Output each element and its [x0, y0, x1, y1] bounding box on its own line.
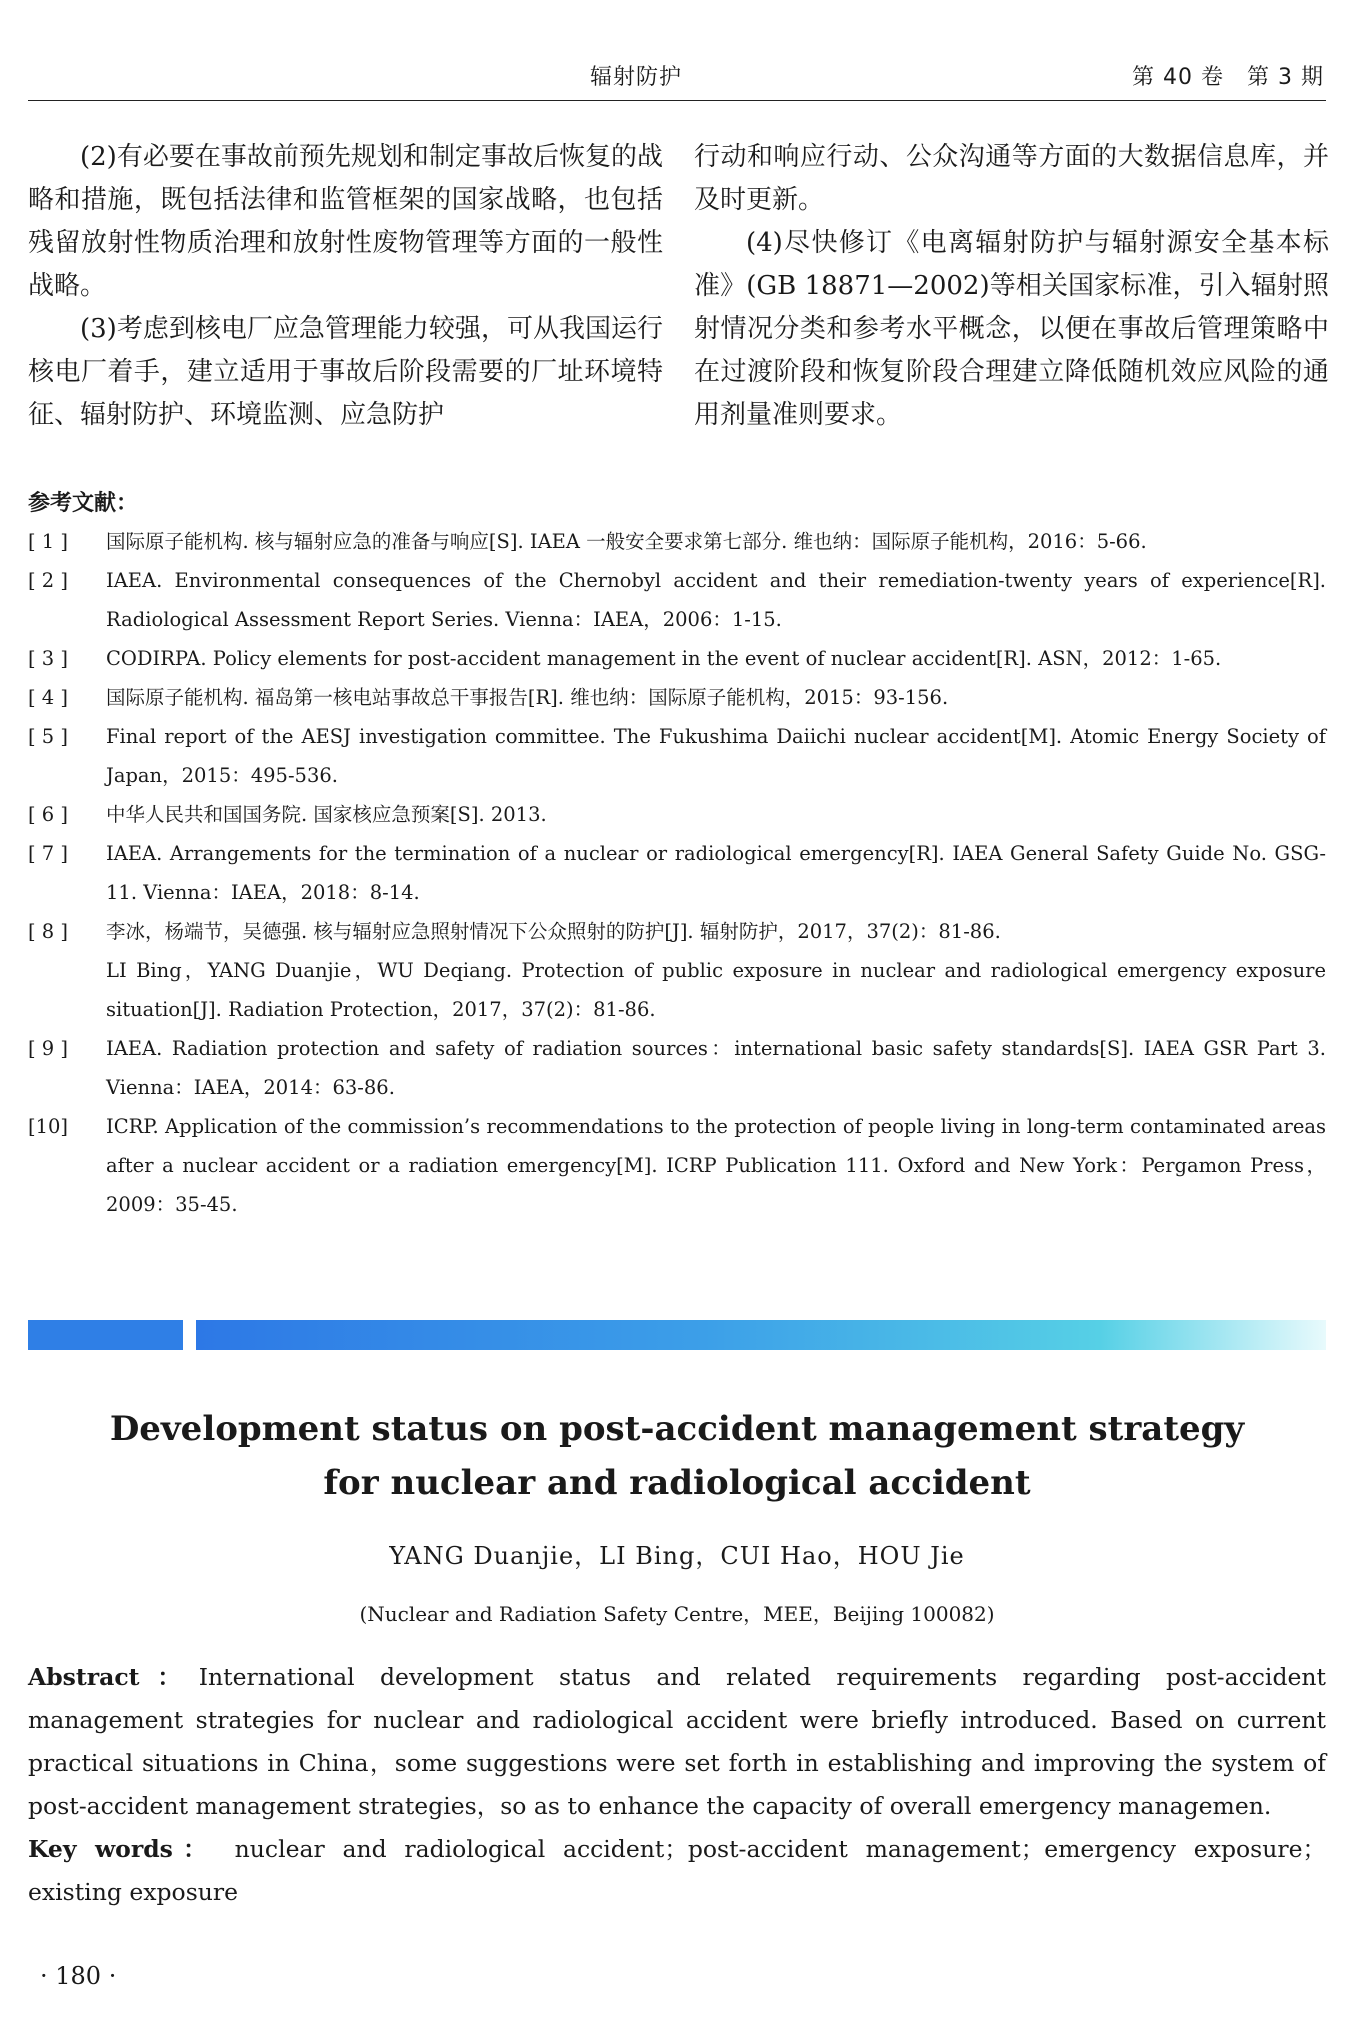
reference-item: [28, 639, 1326, 678]
reference-text: IAEA. Radiation protection and safety of radiation sources：international basic safety standards[S]. IAEA GSR Part 3. Vienna：IAEA，2014：63-86.: [106, 1037, 1326, 1099]
english-keywords: [28, 1828, 1326, 1914]
references-heading: 参考文献：: [28, 491, 139, 516]
reference-text: CODIRPA. Policy elements for post-accident management in the event of nuclear accident[R]. ASN，2012：1-65.: [106, 647, 1222, 670]
reference-item: [28, 678, 1326, 717]
reference-list: [28, 522, 1326, 1224]
reference-item: [28, 795, 1326, 834]
body-paragraph-4: (4)尽快修订《电离辐射防护与辐射源安全基本标准》(GB 18871—2002)等相关国家标准，引入辐射照射情况分类和参考水平概念，以便在事故后管理策略中在过渡阶段和恢复阶段合理建立降低随机效应风险的通用剂量准则要求。: [694, 228, 1329, 430]
body-paragraph-3: (3)考虑到核电厂应急管理能力较强，可从我国运行核电厂着手，建立适用于事故后阶段需要的厂址环境特征、辐射防护、环境监测、应急防护: [28, 314, 663, 430]
english-authors: YANG Duanjie，LI Bing，CUI Hao，HOU Jie: [389, 1542, 965, 1570]
reference-item: [28, 717, 1326, 795]
reference-text-english: LI Bing，YANG Duanjie，WU Deqiang. Protection of public exposure in nuclear and radiological emergency exposure situation[J]. Radiation Protection，2017，37(2)：81-86.: [106, 959, 1326, 1021]
reference-item: [28, 561, 1326, 639]
reference-text: 李冰，杨端节，吴德强. 核与辐射应急照射情况下公众照射的防护[J]. 辐射防护，2017，37(2)：81-86.: [106, 920, 1001, 943]
section-divider-bar-gradient: [196, 1320, 1326, 1350]
section-divider-bar-left: [28, 1320, 183, 1350]
abstract-label: Abstract：: [28, 1663, 199, 1691]
reference-number: [ 8 ]: [28, 920, 69, 943]
reference-text: IAEA. Environmental consequences of the Chernobyl accident and their remediation-twenty years of experience[R]. Radiological Assessment Report Series. Vienna：IAEA，2006：1-15.: [106, 569, 1326, 631]
english-abstract: [28, 1656, 1326, 1828]
english-title: [0, 1402, 1354, 1510]
reference-number: [ 5 ]: [28, 725, 69, 748]
running-header-issue: 第 40 卷 第 3 期: [1132, 65, 1324, 90]
reference-number: [ 9 ]: [28, 1037, 69, 1060]
reference-text: 国际原子能机构. 福岛第一核电站事故总干事报告[R]. 维也纳：国际原子能机构，2015：93-156.: [106, 686, 949, 709]
reference-item: [28, 834, 1326, 912]
reference-number: [ 4 ]: [28, 686, 69, 709]
reference-number: [ 2 ]: [28, 569, 69, 592]
reference-text: ICRP. Application of the commission’s recommendations to the protection of people living in long-term contaminated areas after a nuclear accident or a radiation emergency[M]. ICRP Publication 111. Oxford and New York：Pergamon Press，2009：35-45.: [106, 1115, 1326, 1216]
reference-text: IAEA. Arrangements for the termination of a nuclear or radiological emergency[R]. IAEA General Safety Guide No. GSG-11. Vienna：IAEA，2018：8-14.: [106, 842, 1326, 904]
reference-text: 中华人民共和国国务院. 国家核应急预案[S]. 2013.: [106, 803, 547, 826]
reference-number: [ 6 ]: [28, 803, 69, 826]
reference-number: [ 1 ]: [28, 530, 69, 553]
body-paragraph-2: (2)有必要在事故前预先规划和制定事故后恢复的战略和措施，既包括法律和监管框架的国家战略，也包括残留放射性物质治理和放射性废物管理等方面的一般性战略。: [28, 142, 663, 301]
header-rule: [28, 100, 1326, 101]
english-title-line-1: Development status on post-accident management strategy: [109, 1409, 1245, 1449]
page-number: · 180 ·: [40, 1962, 117, 1990]
reference-number: [ 7 ]: [28, 842, 69, 865]
reference-number: [10]: [28, 1115, 69, 1138]
running-header-journal: 辐射防护: [590, 65, 683, 90]
body-paragraph-3-continuation: 行动和响应行动、公众沟通等方面的大数据信息库，并及时更新。: [694, 142, 1329, 215]
reference-text: Final report of the AESJ investigation committee. The Fukushima Daiichi nuclear accident[M]. Atomic Energy Society of Japan，2015：495-536.: [106, 725, 1326, 787]
english-affiliation: (Nuclear and Radiation Safety Centre，MEE，Beijing 100082): [359, 1602, 995, 1626]
keywords-label: Key words：: [28, 1835, 217, 1863]
reference-number: [ 3 ]: [28, 647, 69, 670]
reference-item: [28, 522, 1326, 561]
reference-item: [28, 1107, 1326, 1224]
abstract-text: International development status and related requirements regarding post-accident management strategies for nuclear and radiological accident were briefly introduced. Based on current practical situations in China，some suggestions were set forth in establishing and improving the system of post-accident management strategies，so as to enhance the capacity of overall emergency managemen.: [28, 1663, 1326, 1820]
english-title-line-2: for nuclear and radiological accident: [323, 1463, 1031, 1503]
keywords-text: nuclear and radiological accident；post-accident management；emergency exposure；existing exposure: [28, 1835, 1326, 1906]
body-column-left: [28, 136, 663, 437]
reference-item: [28, 1029, 1326, 1107]
reference-item: [28, 912, 1326, 1029]
reference-text: 国际原子能机构. 核与辐射应急的准备与响应[S]. IAEA 一般安全要求第七部分. 维也纳：国际原子能机构，2016：5-66.: [106, 530, 1147, 553]
body-column-right: [694, 136, 1329, 437]
